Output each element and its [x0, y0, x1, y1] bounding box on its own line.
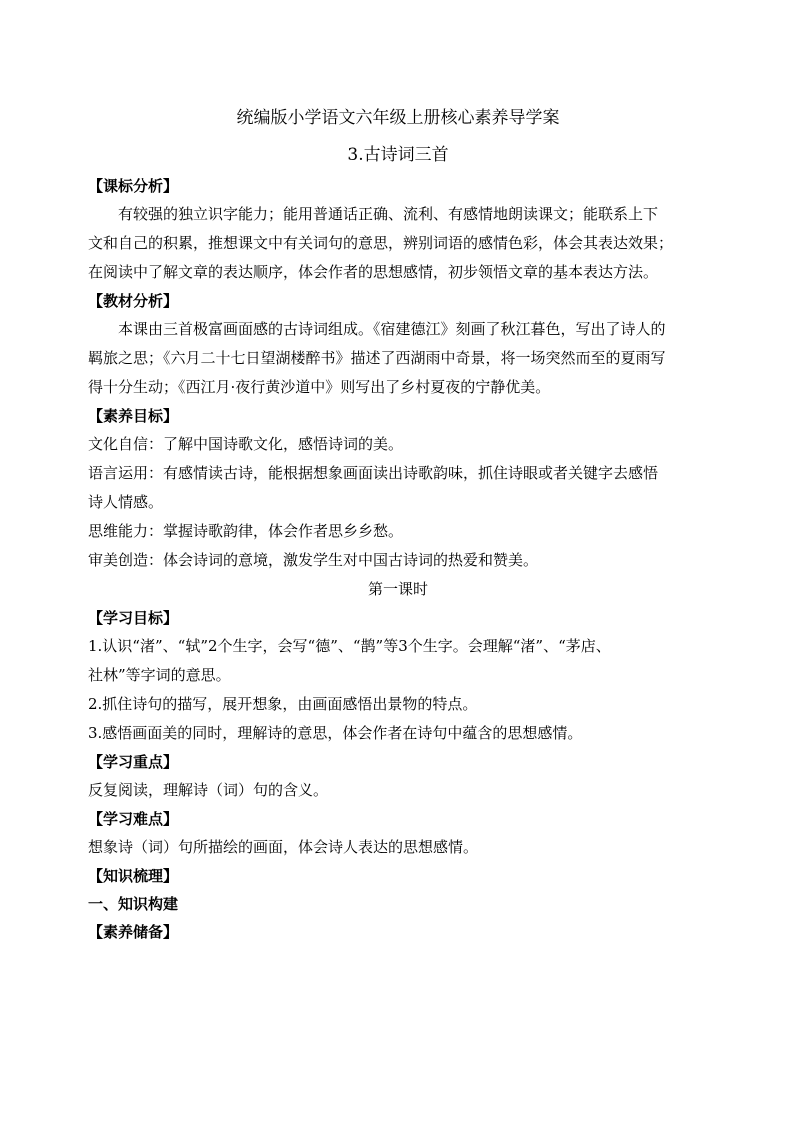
- literacy-goal-item: 文化自信：了解中国诗歌文化，感悟诗词的美。: [88, 435, 404, 453]
- textbook-analysis-line: 得十分生动；《西江月·夜行黄沙道中》则写出了乡村夏夜的宁静优美。: [88, 378, 551, 396]
- lesson-title: 3.古诗词三首: [347, 145, 449, 165]
- literacy-goal-item: 思维能力：掌握诗歌韵律，体会作者思乡乡愁。: [88, 522, 404, 540]
- curriculum-analysis-line: 在阅读中了解文章的表达顺序，体会作者的思想感情，初步领悟文章的基本表达方法。: [88, 263, 659, 281]
- document-title: 统编版小学语文六年级上册核心素养导学案: [236, 108, 560, 128]
- textbook-analysis-line: 羁旅之思；《六月二十七日望湖楼醉书》描述了西湖雨中奇景，将一场突然而至的夏雨写: [88, 349, 666, 367]
- learning-goal-item: 社林”等字词的意思。: [88, 666, 231, 684]
- literacy-goal-item: 语言运用：有感情读古诗，能根据想象画面读出诗歌韵味，抓住诗眼或者关键字去感悟: [88, 464, 659, 482]
- heading-difficulties: 【学习难点】: [88, 810, 179, 828]
- curriculum-analysis-line: 有较强的独立识字能力；能用普通话正确、流利、有感情地朗读课文；能联系上下: [118, 205, 659, 223]
- heading-knowledge-review: 【知识梳理】: [88, 867, 179, 885]
- heading-curriculum-analysis: 【课标分析】: [88, 177, 179, 195]
- textbook-analysis-line: 本课由三首极富画面感的古诗词组成。《宿建德江》刻画了秋江暮色，写出了诗人的: [118, 320, 666, 338]
- period-title: 第一课时: [367, 580, 428, 598]
- learning-goal-item: 2.抓住诗句的描写，展开想象，由画面感悟出景物的特点。: [88, 695, 478, 713]
- literacy-goal-item: 诗人情感。: [88, 493, 164, 511]
- learning-goal-item: 1.认识“渚”、“轼”2个生字，会写“德”、“鹊”等3个生字。会理解“渚”、“茅店、: [88, 637, 611, 655]
- heading-textbook-analysis: 【教材分析】: [88, 292, 179, 310]
- learning-goal-item: 3.感悟画面美的同时，理解诗的意思，体会作者在诗句中蕴含的思想感情。: [88, 724, 583, 742]
- difficulties-text: 想象诗（词）句所描绘的画面，体会诗人表达的思想感情。: [88, 838, 479, 856]
- heading-knowledge-build: 一、知识构建: [88, 895, 179, 913]
- document-content: [88, 104, 708, 946]
- heading-literacy-reserve: 【素养储备】: [88, 923, 179, 941]
- heading-key-points: 【学习重点】: [88, 753, 179, 771]
- curriculum-analysis-line: 文和自己的积累，推想课文中有关词句的意思，辨别词语的感情色彩，体会其表达效果；: [88, 234, 674, 252]
- literacy-goal-item: 审美创造：体会诗词的意境，激发学生对中国古诗词的热爱和赞美。: [88, 551, 539, 569]
- heading-literacy-goals: 【素养目标】: [88, 407, 179, 425]
- key-points-text: 反复阅读，理解诗（词）句的含义。: [88, 781, 329, 799]
- heading-learning-goals: 【学习目标】: [88, 609, 179, 627]
